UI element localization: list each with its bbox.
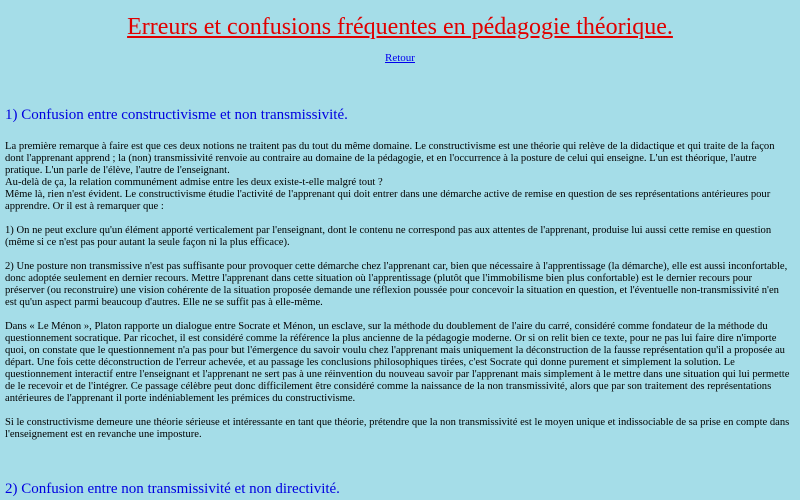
paragraph-line: quoi, on constate que le questionnement n'a pas pour but l'émergence du savoir voulu chez l'apprenant mais uniquement la déconstruction de la fausse représentation qu'il a proposée au — [5, 345, 785, 356]
paragraph-line: apprendre. Or il est à remarquer que : — [5, 201, 164, 212]
paragraph-menon — [5, 321, 797, 405]
paragraph-point-2 — [5, 261, 797, 309]
paragraph-line: donc adoptée seulement en dernier recours. Mettre l'apprenant dans cette situation où l'apprentissage (plutôt que l'immobilisme bien plus confortable) est le dernier recours pour — [5, 273, 753, 284]
paragraph-line: pratique. L'un parle de l'élève, l'autre de l'enseignant. — [5, 165, 230, 176]
paragraph-intro — [5, 141, 797, 213]
paragraph-line: est qu'un aspect parmi beaucoup d'autres. Elle ne se suffit pas à elle-même. — [5, 297, 323, 308]
paragraph-line: Si le constructivisme demeure une théorie sérieuse et intéressante en tant que théorie, prétendre que la non transmissivité est le moyen unique et indissociable de sa prise en compte dans — [5, 417, 790, 428]
paragraph-line: Dans « Le Ménon », Platon rapporte un dialogue entre Socrate et Ménon, un esclave, sur la méthode du doublement de l'aire du carré, considéré comme fondateur de la méthode du — [5, 321, 768, 332]
paragraph-line: de le recevoir et de l'intégrer. Ce passage célèbre peut donc difficilement être considéré comme la naissance de la non transmissivité, alors que par son traitement des représentations — [5, 381, 772, 392]
back-link-container — [0, 52, 800, 65]
paragraph-line: La première remarque à faire est que ces deux notions ne traitent pas du tout du même domaine. Le constructivisme est une théorie qui relève de la didactique et qui traite de la façon — [5, 141, 775, 152]
paragraph-line: (même si ce n'est pas pour autant la seule façon ni la plus efficace). — [5, 237, 290, 248]
page-title: Erreurs et confusions fréquentes en pédagogie théorique. — [127, 14, 673, 40]
paragraph-line: départ. Une fois cette déconstruction de l'erreur achevée, et au passage les conclusions philosophiques tirées, c'est Socrate qui donne purement et simplement la solution. Le — [5, 357, 735, 368]
paragraph-point-1 — [5, 225, 797, 249]
paragraph-line: dont l'apprenant apprend ; la (non) transmissivité renvoie au contraire au domaine de la pédagogie, et en l'occurrence à la posture de celui qui enseigne. L'un est théorique, l'autre — [5, 153, 757, 164]
section-heading-1: 1) Confusion entre constructivisme et non transmissivité. — [5, 107, 348, 123]
paragraph-line: 2) Une posture non transmissive n'est pas suffisante pour provoquer cette démarche chez l'apprenant car, bien que nécessaire à l'apprentissage (la démarche), elle est aussi inconfortable, — [5, 261, 788, 272]
paragraph-line: l'enseignement est en revanche une imposture. — [5, 429, 202, 440]
paragraph-line: 1) On ne peut exclure qu'un élément apporté verticalement par l'enseignant, dont le contenu ne correspond pas aux attentes de l'apprenant, produise lui aussi cette remise en question — [5, 225, 772, 236]
paragraph-line: Au-delà de ça, la relation communément admise entre les deux existe-t-elle malgré tout ? — [5, 177, 383, 188]
paragraph-line: préserver (ou reconstruire) une vision cohérente de la situation proposée demande une réflexion poussée pour concevoir la situation en question, et l'éventuelle non-transmissivité n'en — [5, 285, 779, 296]
paragraph-line: Même là, rien n'est évident. Le constructivisme étudie l'activité de l'apprenant qui doit entrer dans une démarche active de remise en question de ses représentations antérieures pour — [5, 189, 771, 200]
paragraph-line: questionnement interactif entre l'enseignant et l'apprenant ne sert pas à une réinvention du nouveau savoir par l'apprenant mais simplement à le mettre dans une situation qui lui permette — [5, 369, 790, 380]
paragraph-line: antérieures de l'apprenant il porte indéniablement les prémices du constructivisme. — [5, 393, 356, 404]
section-heading-2: 2) Confusion entre non transmissivité et non directivité. — [5, 481, 340, 497]
paragraph-conclusion — [5, 417, 797, 441]
paragraph-line: questionnement socratique. Par ricochet, il est considéré comme la référence la plus ancienne de la pédagogie moderne. Or si on relit bien ce texte, pour ne pas lui faire dire n'importe — [5, 333, 777, 344]
back-link[interactable]: Retour — [385, 52, 415, 64]
